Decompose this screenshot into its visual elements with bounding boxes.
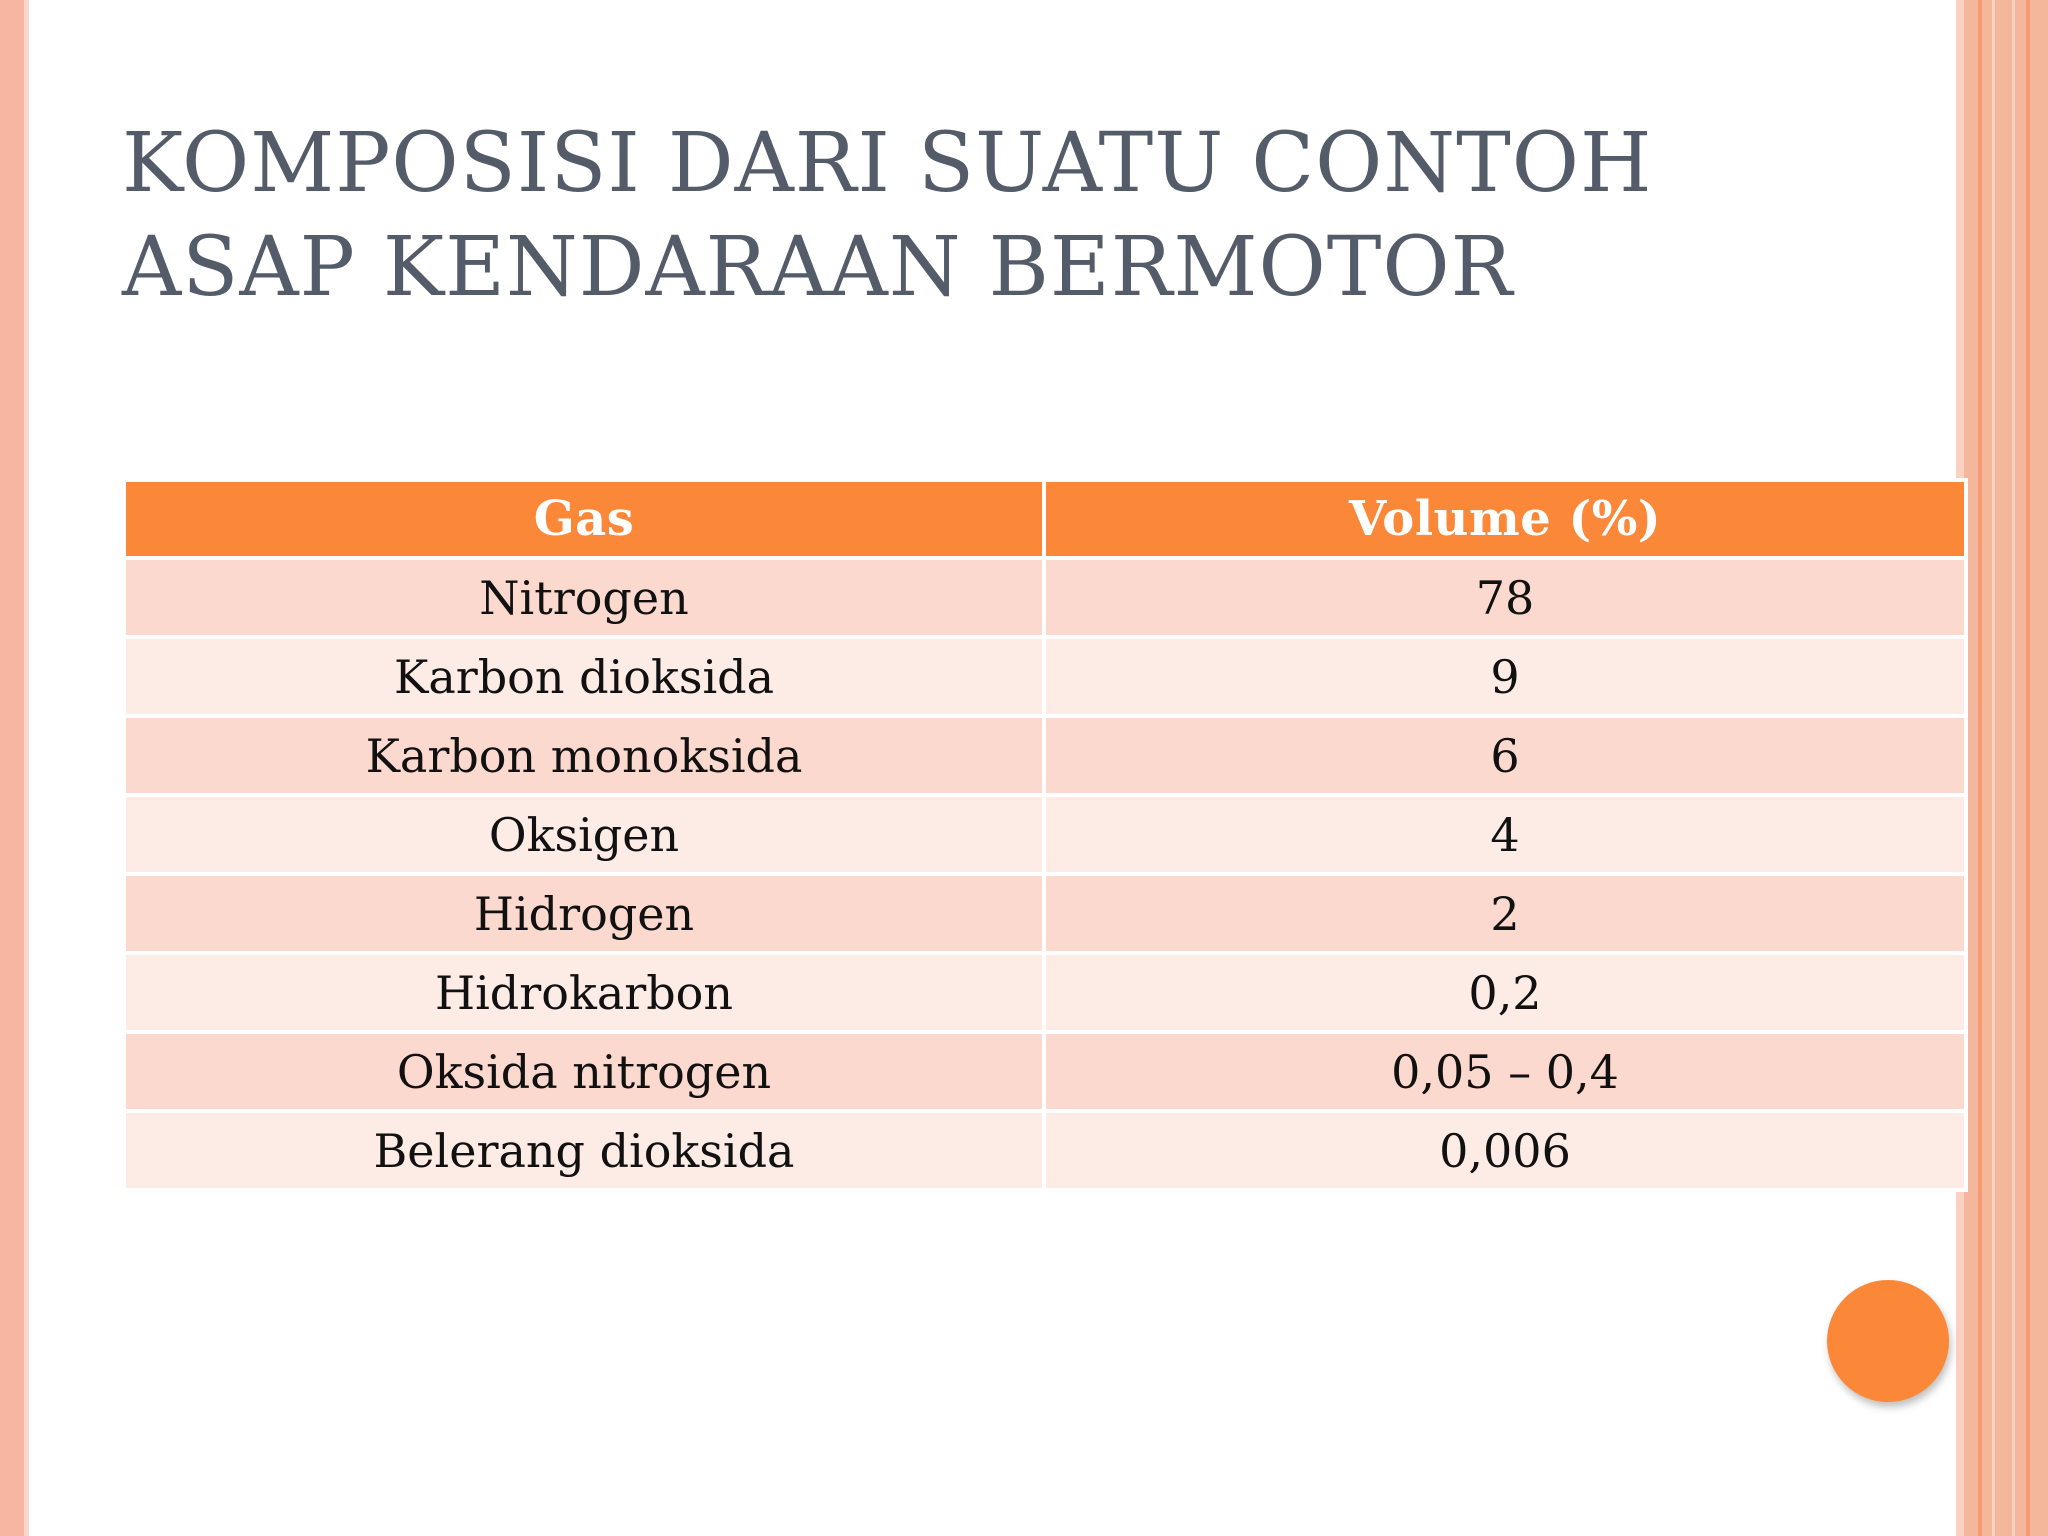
table-row	[124, 1032, 1966, 1111]
right-decorative-band	[1956, 0, 2048, 1536]
slide-title-line-2: ASAP KENDARAAN BERMOTOR	[122, 220, 1514, 315]
gas-composition-table	[122, 478, 1968, 1192]
table-row	[124, 953, 1966, 1032]
volume-cell: 2	[1044, 874, 1966, 953]
gas-cell: Karbon dioksida	[124, 637, 1044, 716]
volume-cell: 9	[1044, 637, 1966, 716]
volume-cell: 0,2	[1044, 953, 1966, 1032]
right-band-line	[2026, 0, 2030, 1536]
right-band-line	[1978, 0, 1982, 1536]
gas-cell: Oksigen	[124, 795, 1044, 874]
table-row	[124, 716, 1966, 795]
gas-cell: Hidrokarbon	[124, 953, 1044, 1032]
header-gas: Gas	[124, 480, 1044, 558]
header-volume: Volume (%)	[1044, 480, 1966, 558]
slide-title	[122, 112, 1922, 320]
volume-cell: 4	[1044, 795, 1966, 874]
volume-cell: 0,006	[1044, 1111, 1966, 1190]
gas-cell: Nitrogen	[124, 558, 1044, 637]
gas-cell: Hidrogen	[124, 874, 1044, 953]
table-row	[124, 795, 1966, 874]
table-row	[124, 637, 1966, 716]
gas-cell: Karbon monoksida	[124, 716, 1044, 795]
decorative-circle	[1827, 1280, 1949, 1402]
right-band-line	[2012, 0, 2015, 1536]
table-row	[124, 1111, 1966, 1190]
left-border-stripe	[0, 0, 24, 1536]
gas-cell: Oksida nitrogen	[124, 1032, 1044, 1111]
gas-cell: Belerang dioksida	[124, 1111, 1044, 1190]
volume-cell: 0,05 – 0,4	[1044, 1032, 1966, 1111]
table-row	[124, 558, 1966, 637]
slide-title-line-1: KOMPOSISI DARI SUATU CONTOH	[122, 116, 1653, 211]
right-band-line	[1992, 0, 1995, 1536]
table-row	[124, 874, 1966, 953]
table-header-row	[124, 480, 1966, 558]
volume-cell: 78	[1044, 558, 1966, 637]
volume-cell: 6	[1044, 716, 1966, 795]
